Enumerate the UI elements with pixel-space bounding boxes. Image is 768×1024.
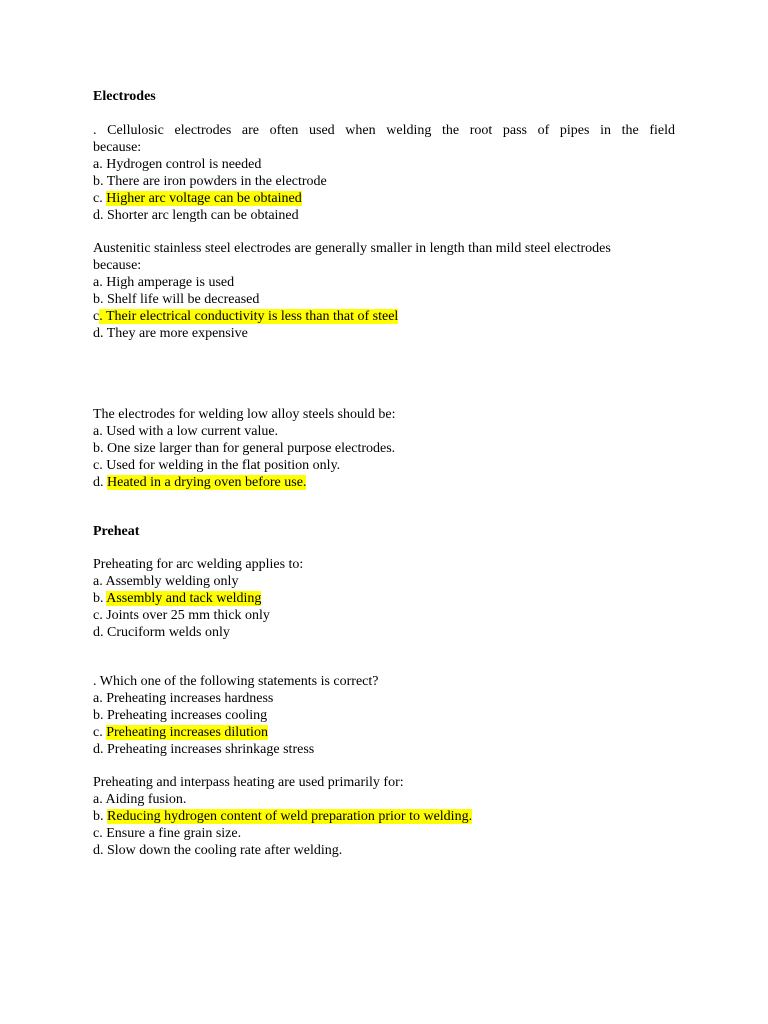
section-heading-electrodes: Electrodes (93, 89, 156, 104)
spacer (93, 224, 675, 240)
option-text: Cruciform welds only (107, 625, 230, 640)
option-prefix: b. (93, 292, 107, 307)
option-text: They are more expensive (106, 326, 248, 341)
option-b-answer (93, 590, 675, 607)
option-a (93, 573, 675, 590)
option-prefix: d. (93, 625, 107, 640)
spacer (93, 758, 675, 774)
option-c-answer (93, 724, 675, 741)
question-5 (93, 673, 675, 758)
option-prefix: d. (93, 208, 107, 223)
option-text: One size larger than for general purpose electrodes. (107, 441, 396, 456)
spacer (93, 540, 675, 556)
option-prefix: c (93, 309, 100, 324)
option-b-answer (93, 808, 675, 825)
question-stem: . Cellulosic electrodes are often used when welding the root pass of pipes in the field (93, 123, 675, 138)
option-text: Shelf life will be decreased (107, 292, 260, 307)
option-b (93, 291, 675, 308)
highlighted-answer: Preheating increases dilution (106, 725, 268, 740)
question-2 (93, 240, 675, 342)
highlighted-answer: Assembly and tack welding (106, 591, 262, 606)
option-prefix: d. (93, 326, 107, 341)
highlighted-answer: Heated in a drying oven before use. (107, 475, 307, 490)
option-text: Shorter arc length can be obtained (107, 208, 299, 223)
option-d (93, 624, 675, 641)
option-prefix: b. (93, 708, 107, 723)
option-prefix: c. (93, 458, 107, 473)
option-a (93, 791, 675, 808)
option-prefix: d. (93, 475, 107, 490)
question-stem: Austenitic stainless steel electrodes are generally smaller in length than mild steel electrodes (93, 241, 611, 256)
question-stem: . Which one of the following statements is correct? (93, 674, 379, 689)
question-1 (93, 122, 675, 224)
option-prefix: a. (93, 157, 107, 172)
option-text: Used for welding in the flat position only. (106, 458, 341, 473)
option-prefix: b. (93, 174, 107, 189)
option-c (93, 825, 675, 842)
highlighted-answer: . Their electrical conductivity is less than that of steel (99, 309, 399, 324)
option-text: Assembly welding only (105, 574, 239, 589)
option-d-answer (93, 474, 675, 491)
option-text: Aiding fusion. (105, 792, 187, 807)
option-prefix: a. (93, 574, 106, 589)
option-prefix: b. (93, 441, 107, 456)
spacer (93, 491, 675, 523)
option-a (93, 274, 675, 291)
option-prefix: d. (93, 843, 107, 858)
option-prefix: a. (93, 275, 107, 290)
option-prefix: b. (93, 809, 107, 824)
option-b (93, 707, 675, 724)
spacer (93, 342, 675, 406)
option-prefix: c. (93, 826, 107, 841)
option-c-answer (93, 190, 675, 207)
option-text: High amperage is used (106, 275, 235, 290)
question-6 (93, 774, 675, 859)
option-prefix: a. (93, 792, 106, 807)
option-a (93, 423, 675, 440)
option-d (93, 207, 675, 224)
section-heading-preheat: Preheat (93, 524, 140, 539)
highlighted-answer: Reducing hydrogen content of weld preparation prior to welding. (107, 809, 473, 824)
spacer (93, 641, 675, 673)
question-stem-continued: because: (93, 140, 142, 155)
option-a (93, 156, 675, 173)
option-prefix: a. (93, 424, 107, 439)
option-text: Preheating increases cooling (107, 708, 268, 723)
question-stem: Preheating and interpass heating are used primarily for: (93, 775, 404, 790)
option-d (93, 741, 675, 758)
question-3 (93, 406, 675, 491)
option-text: Joints over 25 mm thick only (106, 608, 270, 623)
option-prefix: c. (93, 608, 107, 623)
spacer (93, 105, 675, 122)
option-text: Used with a low current value. (106, 424, 279, 439)
option-prefix: a. (93, 691, 107, 706)
option-text: Slow down the cooling rate after welding. (107, 843, 343, 858)
option-prefix: d. (93, 742, 107, 757)
question-stem: The electrodes for welding low alloy steels should be: (93, 407, 396, 422)
option-text: There are iron powders in the electrode (106, 174, 327, 189)
option-b (93, 440, 675, 457)
option-text: Preheating increases shrinkage stress (107, 742, 315, 757)
option-c-answer (93, 308, 675, 325)
option-prefix: b. (93, 591, 107, 606)
question-stem-continued: because: (93, 258, 142, 273)
question-4 (93, 556, 675, 641)
option-d (93, 842, 675, 859)
option-prefix: c. (93, 191, 107, 206)
document-page (93, 88, 675, 859)
option-b (93, 173, 675, 190)
option-c (93, 607, 675, 624)
option-prefix: c. (93, 725, 107, 740)
option-text: Ensure a fine grain size. (106, 826, 242, 841)
option-c (93, 457, 675, 474)
option-text: Preheating increases hardness (106, 691, 274, 706)
highlighted-answer: Higher arc voltage can be obtained (106, 191, 302, 206)
option-d (93, 325, 675, 342)
option-text: Hydrogen control is needed (106, 157, 262, 172)
option-a (93, 690, 675, 707)
question-stem: Preheating for arc welding applies to: (93, 557, 304, 572)
